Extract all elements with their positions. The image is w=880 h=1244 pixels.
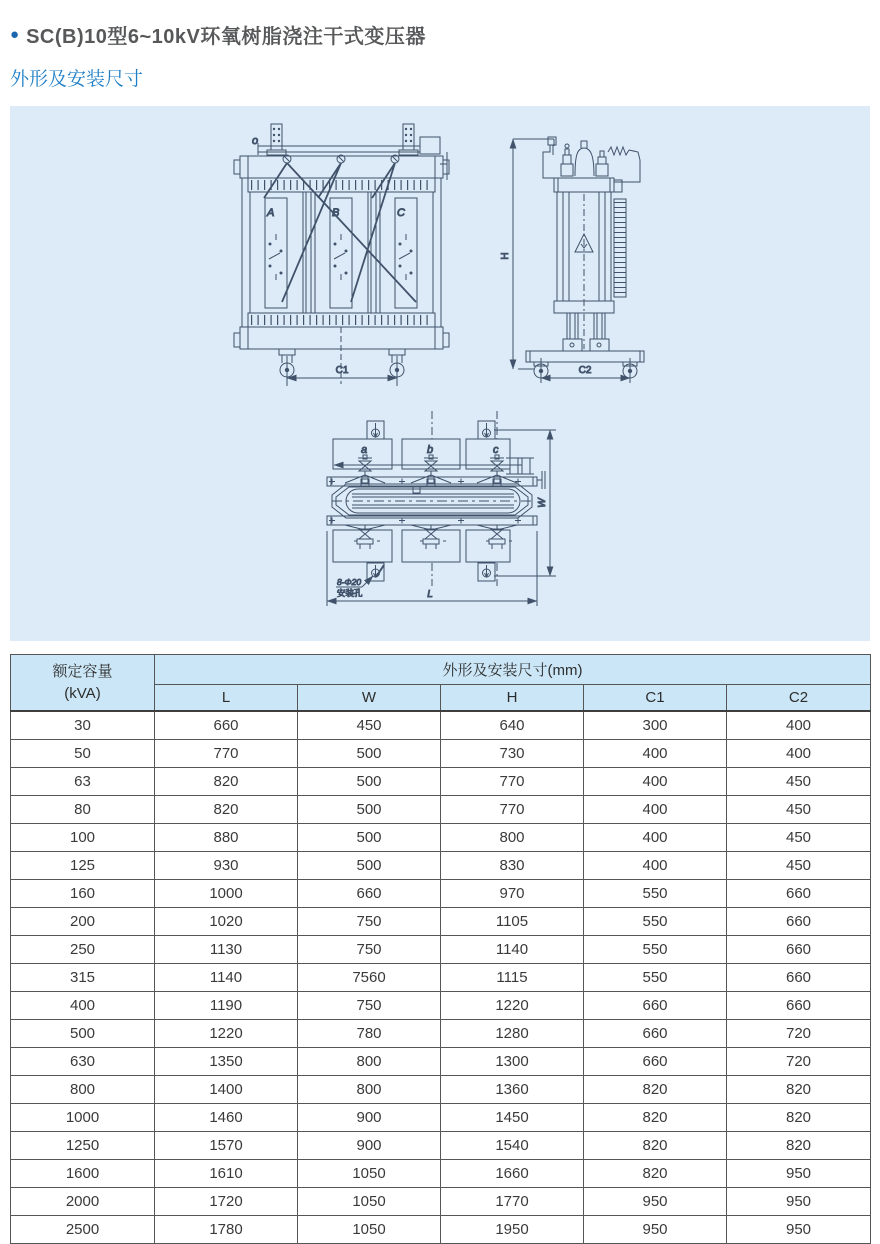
table-cell: 1460 <box>155 1104 298 1132</box>
table-cell: 660 <box>727 992 871 1020</box>
table-cell: 820 <box>155 796 298 824</box>
table-row <box>11 1216 871 1244</box>
table-cell: 1400 <box>155 1076 298 1104</box>
table-cell: 400 <box>584 768 727 796</box>
table-cell: 500 <box>298 824 441 852</box>
table-cell: 930 <box>155 852 298 880</box>
transformer-drawing <box>10 106 870 641</box>
table-cell: 1280 <box>441 1020 584 1048</box>
table-cell: 1610 <box>155 1160 298 1188</box>
table-cell: 500 <box>298 768 441 796</box>
table-cell: 770 <box>441 796 584 824</box>
table-cell: 450 <box>298 711 441 740</box>
table-cell: 500 <box>11 1020 155 1048</box>
table-cell: 820 <box>727 1076 871 1104</box>
table-cell: 450 <box>727 768 871 796</box>
table-cell: 800 <box>298 1048 441 1076</box>
table-row <box>11 740 871 768</box>
col-header-capacity <box>11 655 155 712</box>
table-cell: 1140 <box>441 936 584 964</box>
table-cell: 800 <box>298 1076 441 1104</box>
table-cell: 2500 <box>11 1216 155 1244</box>
table-cell: 1300 <box>441 1048 584 1076</box>
table-cell: 1130 <box>155 936 298 964</box>
table-cell: 660 <box>155 711 298 740</box>
table-cell: 400 <box>727 711 871 740</box>
table-cell: 660 <box>727 908 871 936</box>
page-title: SC(B)10型6~10kV环氧树脂浇注干式变压器 <box>26 26 426 48</box>
dimensions-table <box>10 654 871 1244</box>
table-cell: 1050 <box>298 1160 441 1188</box>
table-cell: 500 <box>298 852 441 880</box>
table-cell: 550 <box>584 908 727 936</box>
table-cell: 900 <box>298 1104 441 1132</box>
front-phase-c-label: C <box>397 207 405 219</box>
dim-c1-label: C1 <box>335 365 349 376</box>
mounting-note-line2: 安装孔 <box>337 588 363 598</box>
front-corner-label: o <box>252 135 259 147</box>
table-cell: 550 <box>584 936 727 964</box>
table-cell: 1660 <box>441 1160 584 1188</box>
top-phase-a-label: a <box>361 444 368 456</box>
table-cell: 660 <box>584 1020 727 1048</box>
table-cell: 400 <box>11 992 155 1020</box>
front-phase-b-label: B <box>332 207 340 219</box>
group-header-dimensions: 外形及安装尺寸(mm) <box>155 655 871 685</box>
bullet-icon: ● <box>10 26 20 43</box>
table-cell: 660 <box>584 1048 727 1076</box>
table-row <box>11 768 871 796</box>
table-cell: 720 <box>727 1020 871 1048</box>
table-cell: 1360 <box>441 1076 584 1104</box>
table-cell: 80 <box>11 796 155 824</box>
table-cell: 830 <box>441 852 584 880</box>
table-cell: 900 <box>298 1132 441 1160</box>
dim-l-label: L <box>427 589 433 600</box>
table-row <box>11 852 871 880</box>
col-header-c1: C1 <box>584 685 727 712</box>
table-cell: 660 <box>298 880 441 908</box>
table-cell: 820 <box>584 1160 727 1188</box>
table-cell: 100 <box>11 824 155 852</box>
table-cell: 400 <box>727 740 871 768</box>
table-cell: 450 <box>727 796 871 824</box>
table-cell: 720 <box>727 1048 871 1076</box>
table-cell: 400 <box>584 824 727 852</box>
table-cell: 1020 <box>155 908 298 936</box>
table-cell: 660 <box>727 964 871 992</box>
table-row <box>11 1048 871 1076</box>
table-cell: 1570 <box>155 1132 298 1160</box>
col-header-l: L <box>155 685 298 712</box>
table-cell: 450 <box>727 824 871 852</box>
table-cell: 500 <box>298 740 441 768</box>
front-phase-a-label: A <box>267 207 275 219</box>
table-row <box>11 936 871 964</box>
table-cell: 1140 <box>155 964 298 992</box>
table-row <box>11 880 871 908</box>
table-cell: 1250 <box>11 1132 155 1160</box>
dim-w-label: W <box>537 498 548 508</box>
col-header-h: H <box>441 685 584 712</box>
hv-bushings <box>345 455 517 486</box>
table-cell: 1600 <box>11 1160 155 1188</box>
table-cell: 750 <box>298 908 441 936</box>
table-cell: 400 <box>584 740 727 768</box>
table-cell: 820 <box>584 1104 727 1132</box>
col-header-c2: C2 <box>727 685 871 712</box>
table-cell: 1770 <box>441 1188 584 1216</box>
table-cell: 1720 <box>155 1188 298 1216</box>
table-cell: 550 <box>584 964 727 992</box>
table-cell: 820 <box>584 1076 727 1104</box>
table-row <box>11 796 871 824</box>
table-row <box>11 1076 871 1104</box>
dim-c2-label: C2 <box>578 365 592 376</box>
table-cell: 300 <box>584 711 727 740</box>
table-cell: 1000 <box>11 1104 155 1132</box>
table-cell: 30 <box>11 711 155 740</box>
table-cell: 750 <box>298 992 441 1020</box>
table-cell: 160 <box>11 880 155 908</box>
table-cell: 1050 <box>298 1216 441 1244</box>
table-cell: 1450 <box>441 1104 584 1132</box>
table-cell: 200 <box>11 908 155 936</box>
table-row <box>11 824 871 852</box>
table-cell: 820 <box>155 768 298 796</box>
table-cell: 63 <box>11 768 155 796</box>
drawing-panel <box>10 106 870 641</box>
table-row <box>11 992 871 1020</box>
table-cell: 950 <box>727 1216 871 1244</box>
table-cell: 780 <box>298 1020 441 1048</box>
table-cell: 950 <box>584 1188 727 1216</box>
table-cell: 630 <box>11 1048 155 1076</box>
mounting-note-line1: 8-Φ20 <box>337 577 362 587</box>
table-cell: 800 <box>11 1076 155 1104</box>
table-cell: 750 <box>298 936 441 964</box>
table-cell: 640 <box>441 711 584 740</box>
table-row <box>11 1020 871 1048</box>
table-cell: 1050 <box>298 1188 441 1216</box>
table-cell: 770 <box>441 768 584 796</box>
table-row <box>11 908 871 936</box>
table-cell: 1220 <box>441 992 584 1020</box>
bracket-bolt-holes <box>273 128 412 142</box>
table-cell: 660 <box>584 992 727 1020</box>
table-cell: 1000 <box>155 880 298 908</box>
table-cell: 950 <box>727 1160 871 1188</box>
tap-terminal-dots <box>269 243 413 275</box>
table-cell: 1105 <box>441 908 584 936</box>
table-body <box>11 711 871 1244</box>
table-cell: 125 <box>11 852 155 880</box>
table-cell: 1540 <box>441 1132 584 1160</box>
dim-h-label: H <box>500 252 511 260</box>
table-cell: 315 <box>11 964 155 992</box>
table-cell: 770 <box>155 740 298 768</box>
side-view-drawing <box>500 137 644 383</box>
table-cell: 800 <box>441 824 584 852</box>
table-cell: 450 <box>727 852 871 880</box>
table-cell: 550 <box>584 880 727 908</box>
table-cell: 730 <box>441 740 584 768</box>
top-view-drawing <box>327 411 556 606</box>
table-cell: 500 <box>298 796 441 824</box>
col-header-capacity-line1: 额定容量 <box>52 662 113 680</box>
table-row <box>11 1104 871 1132</box>
table-cell: 2000 <box>11 1188 155 1216</box>
table-cell: 7560 <box>298 964 441 992</box>
table-cell: 820 <box>727 1104 871 1132</box>
table-cell: 1950 <box>441 1216 584 1244</box>
top-phase-c-label: c <box>493 444 499 456</box>
page-title-bar <box>10 20 880 49</box>
lv-bushings <box>345 525 517 549</box>
table-cell: 400 <box>584 796 727 824</box>
table-cell: 250 <box>11 936 155 964</box>
table-row <box>11 711 871 740</box>
table-cell: 950 <box>584 1216 727 1244</box>
table-cell: 50 <box>11 740 155 768</box>
table-row <box>11 964 871 992</box>
table-cell: 1190 <box>155 992 298 1020</box>
col-header-w: W <box>298 685 441 712</box>
table-cell: 400 <box>584 852 727 880</box>
table-cell: 1115 <box>441 964 584 992</box>
table-row <box>11 1188 871 1216</box>
table-row <box>11 1132 871 1160</box>
table-cell: 660 <box>727 880 871 908</box>
table-row <box>11 1160 871 1188</box>
table-cell: 820 <box>727 1132 871 1160</box>
table-cell: 1780 <box>155 1216 298 1244</box>
table-cell: 970 <box>441 880 584 908</box>
top-phase-b-label: b <box>427 444 434 456</box>
table-cell: 820 <box>584 1132 727 1160</box>
table-cell: 660 <box>727 936 871 964</box>
table-cell: 950 <box>727 1188 871 1216</box>
table-cell: 880 <box>155 824 298 852</box>
section-subtitle: 外形及安装尺寸 <box>10 69 144 90</box>
front-view-drawing <box>234 124 449 386</box>
table-cell: 1350 <box>155 1048 298 1076</box>
table-cell: 1220 <box>155 1020 298 1048</box>
col-header-capacity-line2: (kVA) <box>64 684 101 702</box>
